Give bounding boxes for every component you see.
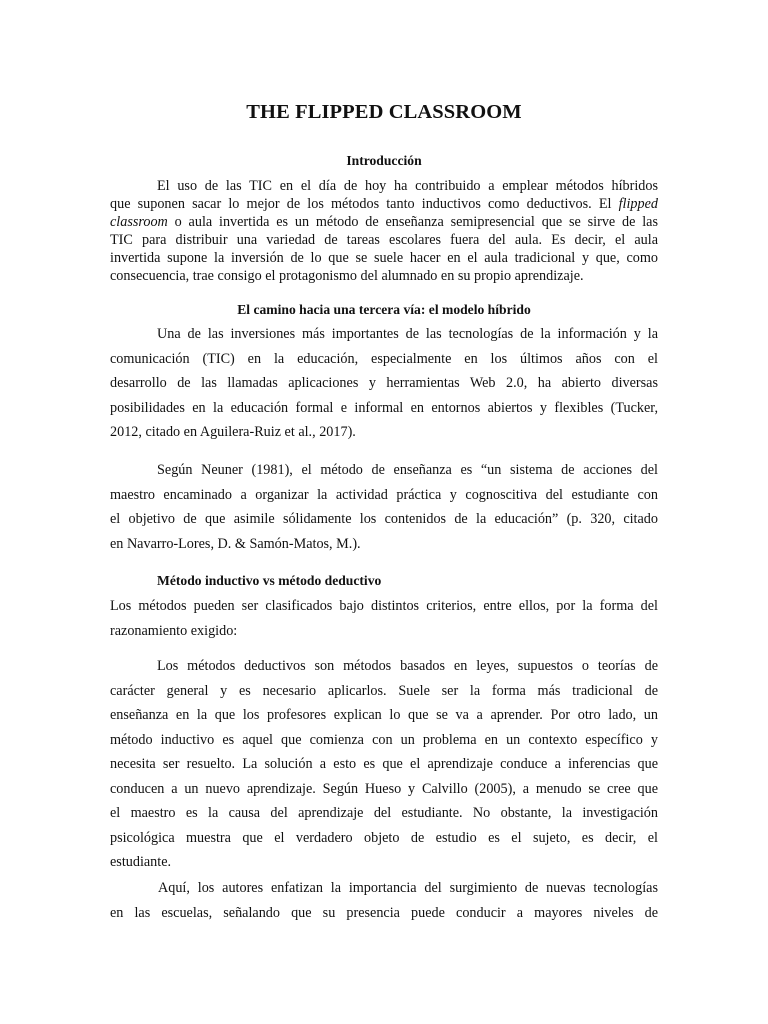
section2-paragraph-1 — [110, 594, 658, 643]
paragraph-line: que suponen sacar lo mejor de los métodos tanto inductivos como deductivos. El flipped — [110, 196, 659, 212]
paragraph-line: Aquí, los autores enfatizan la importancia del surgimiento de nuevas tecnologías — [158, 880, 658, 896]
paragraph-line: maestro encaminado a organizar la actividad práctica y cognoscitiva del estudiante con — [110, 486, 658, 503]
paragraph-line: psicológica muestra que el verdadero objeto de estudio es el sujeto, es decir, el — [110, 829, 658, 846]
paragraph-line: Una de las inversiones más importantes de las tecnologías de la información y la — [157, 326, 658, 342]
section1-heading: El camino hacia una tercera vía: el modelo híbrido — [237, 302, 531, 317]
paragraph-line: El uso de las TIC en el día de hoy ha contribuido a emplear métodos híbridos — [157, 178, 658, 194]
intro-paragraph — [110, 177, 658, 285]
paragraph-line: invertida supone la inversión de lo que se suele hacer en el aula tradicional y que, como — [110, 250, 658, 266]
paragraph-line: posibilidades en la educación formal e informal en entornos abiertos y flexibles (Tucker, — [110, 399, 658, 416]
section1-paragraph-1 — [110, 322, 658, 445]
section2-paragraph-3 — [110, 876, 658, 925]
paragraph-line: classroom o aula invertida es un método de enseñanza semipresencial que se sirve de las — [110, 214, 658, 230]
paragraph-line: estudiante. — [110, 854, 172, 870]
paragraph-line: razonamiento exigido: — [110, 622, 238, 639]
paragraph-line: desarrollo de las llamadas aplicaciones y herramientas Web 2.0, ha abierto diversas — [110, 375, 658, 391]
section2-paragraph-2 — [110, 654, 658, 875]
paragraph-line: método inductivo es aquel que comienza con un problema en un contexto específico y — [110, 731, 658, 748]
paragraph-line: Los métodos pueden ser clasificados bajo distintos criterios, entre ellos, por la forma del — [110, 598, 658, 614]
italic-term: classroom — [110, 214, 168, 230]
paragraph-line: el maestro es la causa del aprendizaje del estudiante. No obstante, la investigación — [110, 805, 658, 821]
paragraph-line: Los métodos deductivos son métodos basados en leyes, supuestos o teorías de — [157, 658, 658, 674]
section2-heading: Método inductivo vs método deductivo — [157, 573, 382, 588]
paragraph-line: consecuencia, trae consigo el protagonismo del alumnado en su propio aprendizaje. — [110, 268, 584, 284]
paragraph-line: comunicación (TIC) en la educación, especialmente en los últimos años con el — [110, 350, 658, 367]
paragraph-line: el objetivo de que asimile sólidamente los contenidos de la educación” (p. 320, citado — [110, 511, 658, 527]
paragraph-line: conducen a un nuevo aprendizaje. Según Hueso y Calvillo (2005), a menudo se cree que — [110, 780, 658, 797]
paragraph-line: Según Neuner (1981), el método de enseñanza es “un sistema de acciones del — [157, 462, 658, 478]
paragraph-line: TIC para distribuir una variedad de tareas escolares fuera del aula. Es decir, el aula — [110, 232, 658, 248]
paragraph-line: enseñanza en la que los profesores explican lo que se va a aprender. Por otro lado, un — [110, 707, 658, 723]
italic-term: flipped — [618, 196, 659, 212]
intro-heading: Introducción — [346, 153, 422, 168]
paragraph-line: necesita ser resuelto. La solución a esto es que el aprendizaje conduce a inferencias que — [110, 756, 658, 772]
paragraph-line: en las escuelas, señalando que su presencia puede conducir a mayores niveles de — [110, 904, 658, 921]
paragraph-line: carácter general y es necesario aplicarlos. Suele ser la forma más tradicional de — [110, 682, 658, 699]
paragraph-line: en Navarro-Lores, D. & Samón-Matos, M.). — [110, 535, 361, 552]
paragraph-line: 2012, citado en Aguilera-Ruiz et al., 2017). — [110, 424, 356, 440]
document-page — [110, 0, 658, 1024]
section1-paragraph-2 — [110, 458, 658, 556]
document-title: THE FLIPPED CLASSROOM — [246, 101, 522, 123]
